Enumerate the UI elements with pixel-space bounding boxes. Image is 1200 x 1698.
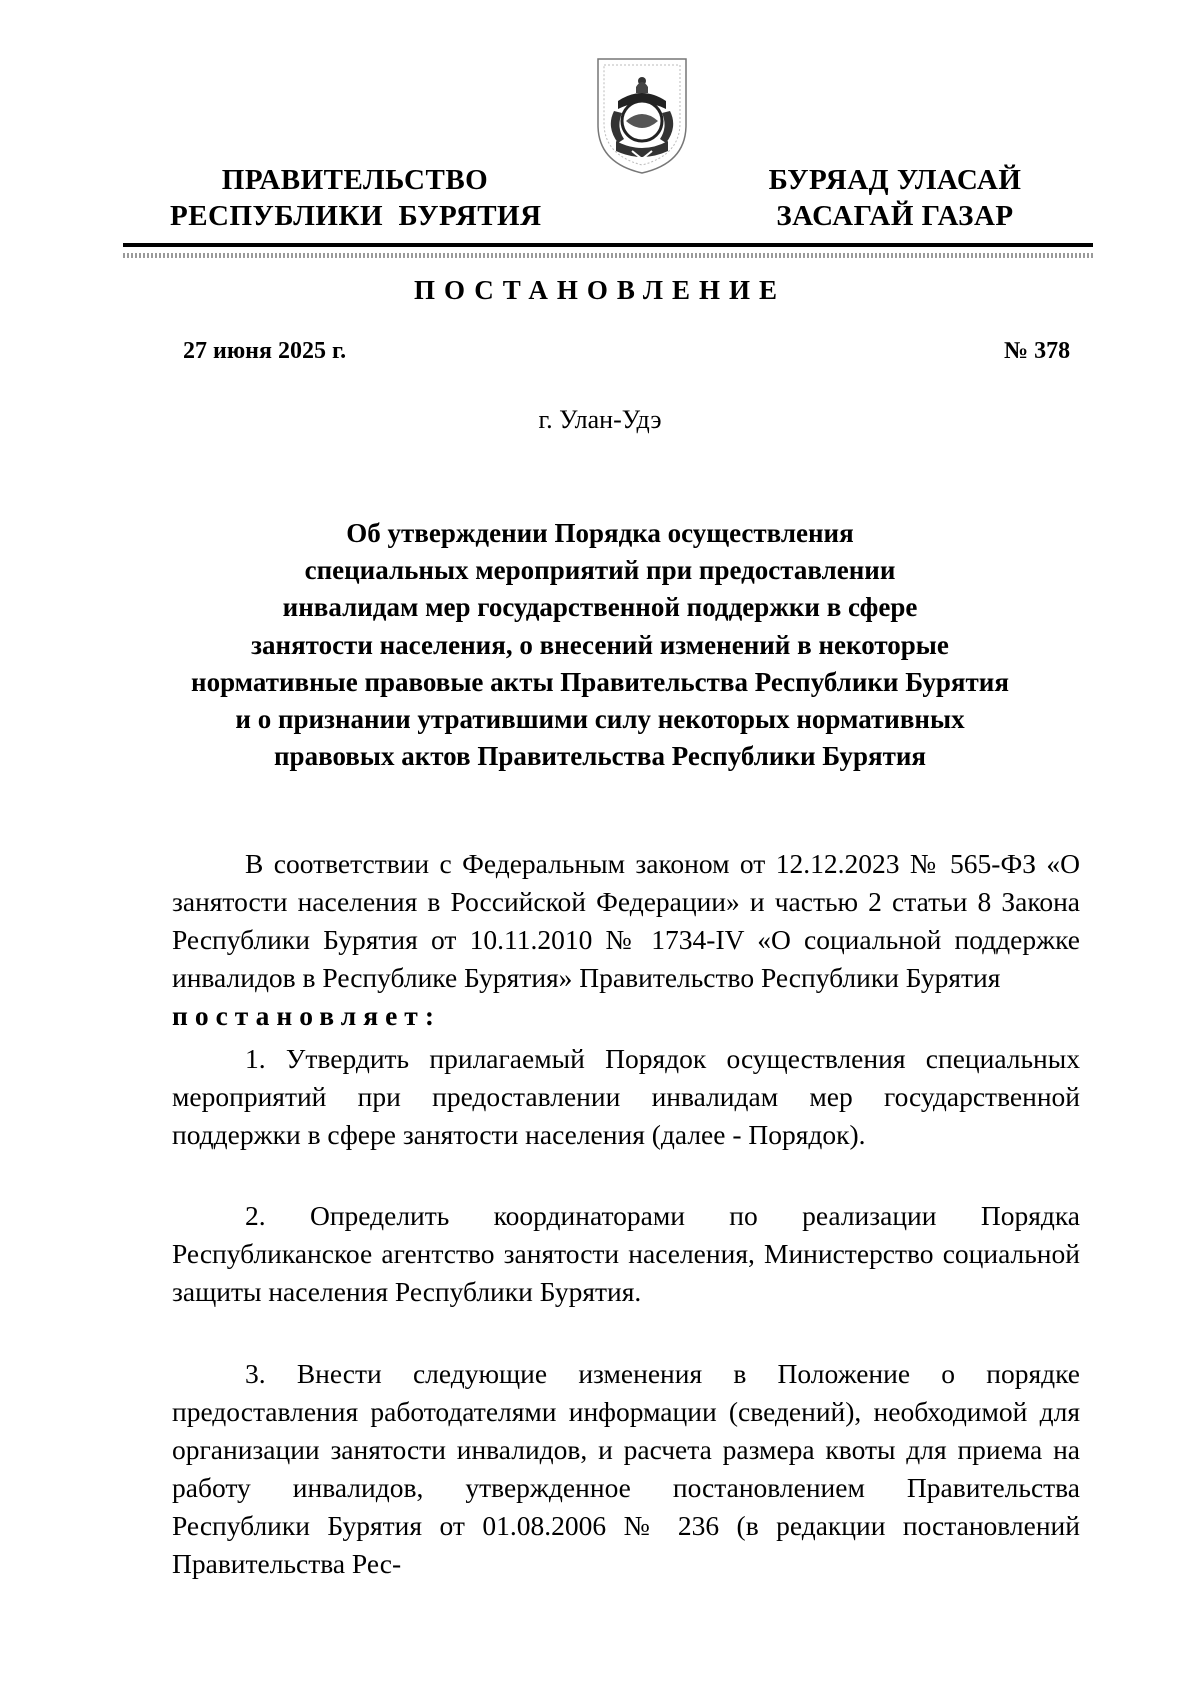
preamble-text: В соответствии с Федеральным законом от 12.12.2023 № 565-ФЗ «О занятости населения в Российской Федерации» и частью 2 статьи 8 Закона Республики Бурятия от 10.11.2010 № 1734-IV «О социальной поддержке инвалидов в Республике Бурятия» Правительство Республики Бурятия — [172, 848, 1080, 993]
document-title — [170, 515, 1030, 775]
header-left-line1: ПРАВИТЕЛЬСТВО — [221, 164, 489, 196]
resolves-word: постановляет: — [172, 1000, 441, 1031]
header-right-org — [745, 162, 1045, 234]
clause-3: 3. Внести следующие изменения в Положение о порядке предоставления работодателями информации (сведений), необходимой для организации занятости инвалидов, и расчета размера квоты для приема на работу инвалидов, утвержденное постановлением Правительства Республики Бурятия от 01.08.2006 № 236 (в редакции постановлений Правительства Рес- — [172, 1358, 1080, 1579]
title-line: инвалидам мер государственной поддержки в сфере — [282, 592, 918, 623]
title-line: и о признании утратившими силу некоторых нормативных — [235, 704, 965, 735]
header-left-line2: РЕСПУБЛИКИ БУРЯТИЯ — [170, 200, 542, 232]
preamble-paragraph — [172, 845, 1080, 1035]
coat-of-arms-buryatia-icon — [592, 55, 692, 177]
title-line: нормативные правовые акты Правительства Республики Бурятия — [191, 666, 1009, 697]
document-type: ПОСТАНОВЛЕНИЕ — [413, 275, 787, 305]
title-line: правовых актов Правительства Республики Бурятия — [274, 741, 926, 772]
header-left-org — [170, 162, 540, 234]
document-city: г. Улан-Удэ — [538, 405, 662, 434]
title-line: специальных мероприятий при предоставлении — [304, 555, 896, 586]
clause-1: 1. Утвердить прилагаемый Порядок осуществления специальных мероприятий при предоставлении инвалидам мер государственной поддержки в сфере занятости населения (далее - Порядок). — [172, 1043, 1080, 1150]
header-divider-thick — [123, 243, 1093, 247]
title-line: занятости населения, о внесений изменений в некоторые — [251, 629, 949, 660]
clause-2: 2. Определить координаторами по реализации Порядка Республиканское агентство занятости населения, Министерство социальной защиты населения Республики Бурятия. — [172, 1200, 1080, 1307]
header-right-line2: ЗАСАГАЙ ГАЗАР — [776, 200, 1014, 232]
title-line: Об утверждении Порядка осуществления — [346, 518, 854, 548]
document-date: 27 июня 2025 г. — [183, 338, 347, 364]
document-number: № 378 — [1004, 338, 1071, 364]
header-right-line1: БУРЯАД УЛАСАЙ — [768, 164, 1022, 196]
header-divider-thin — [123, 253, 1093, 258]
